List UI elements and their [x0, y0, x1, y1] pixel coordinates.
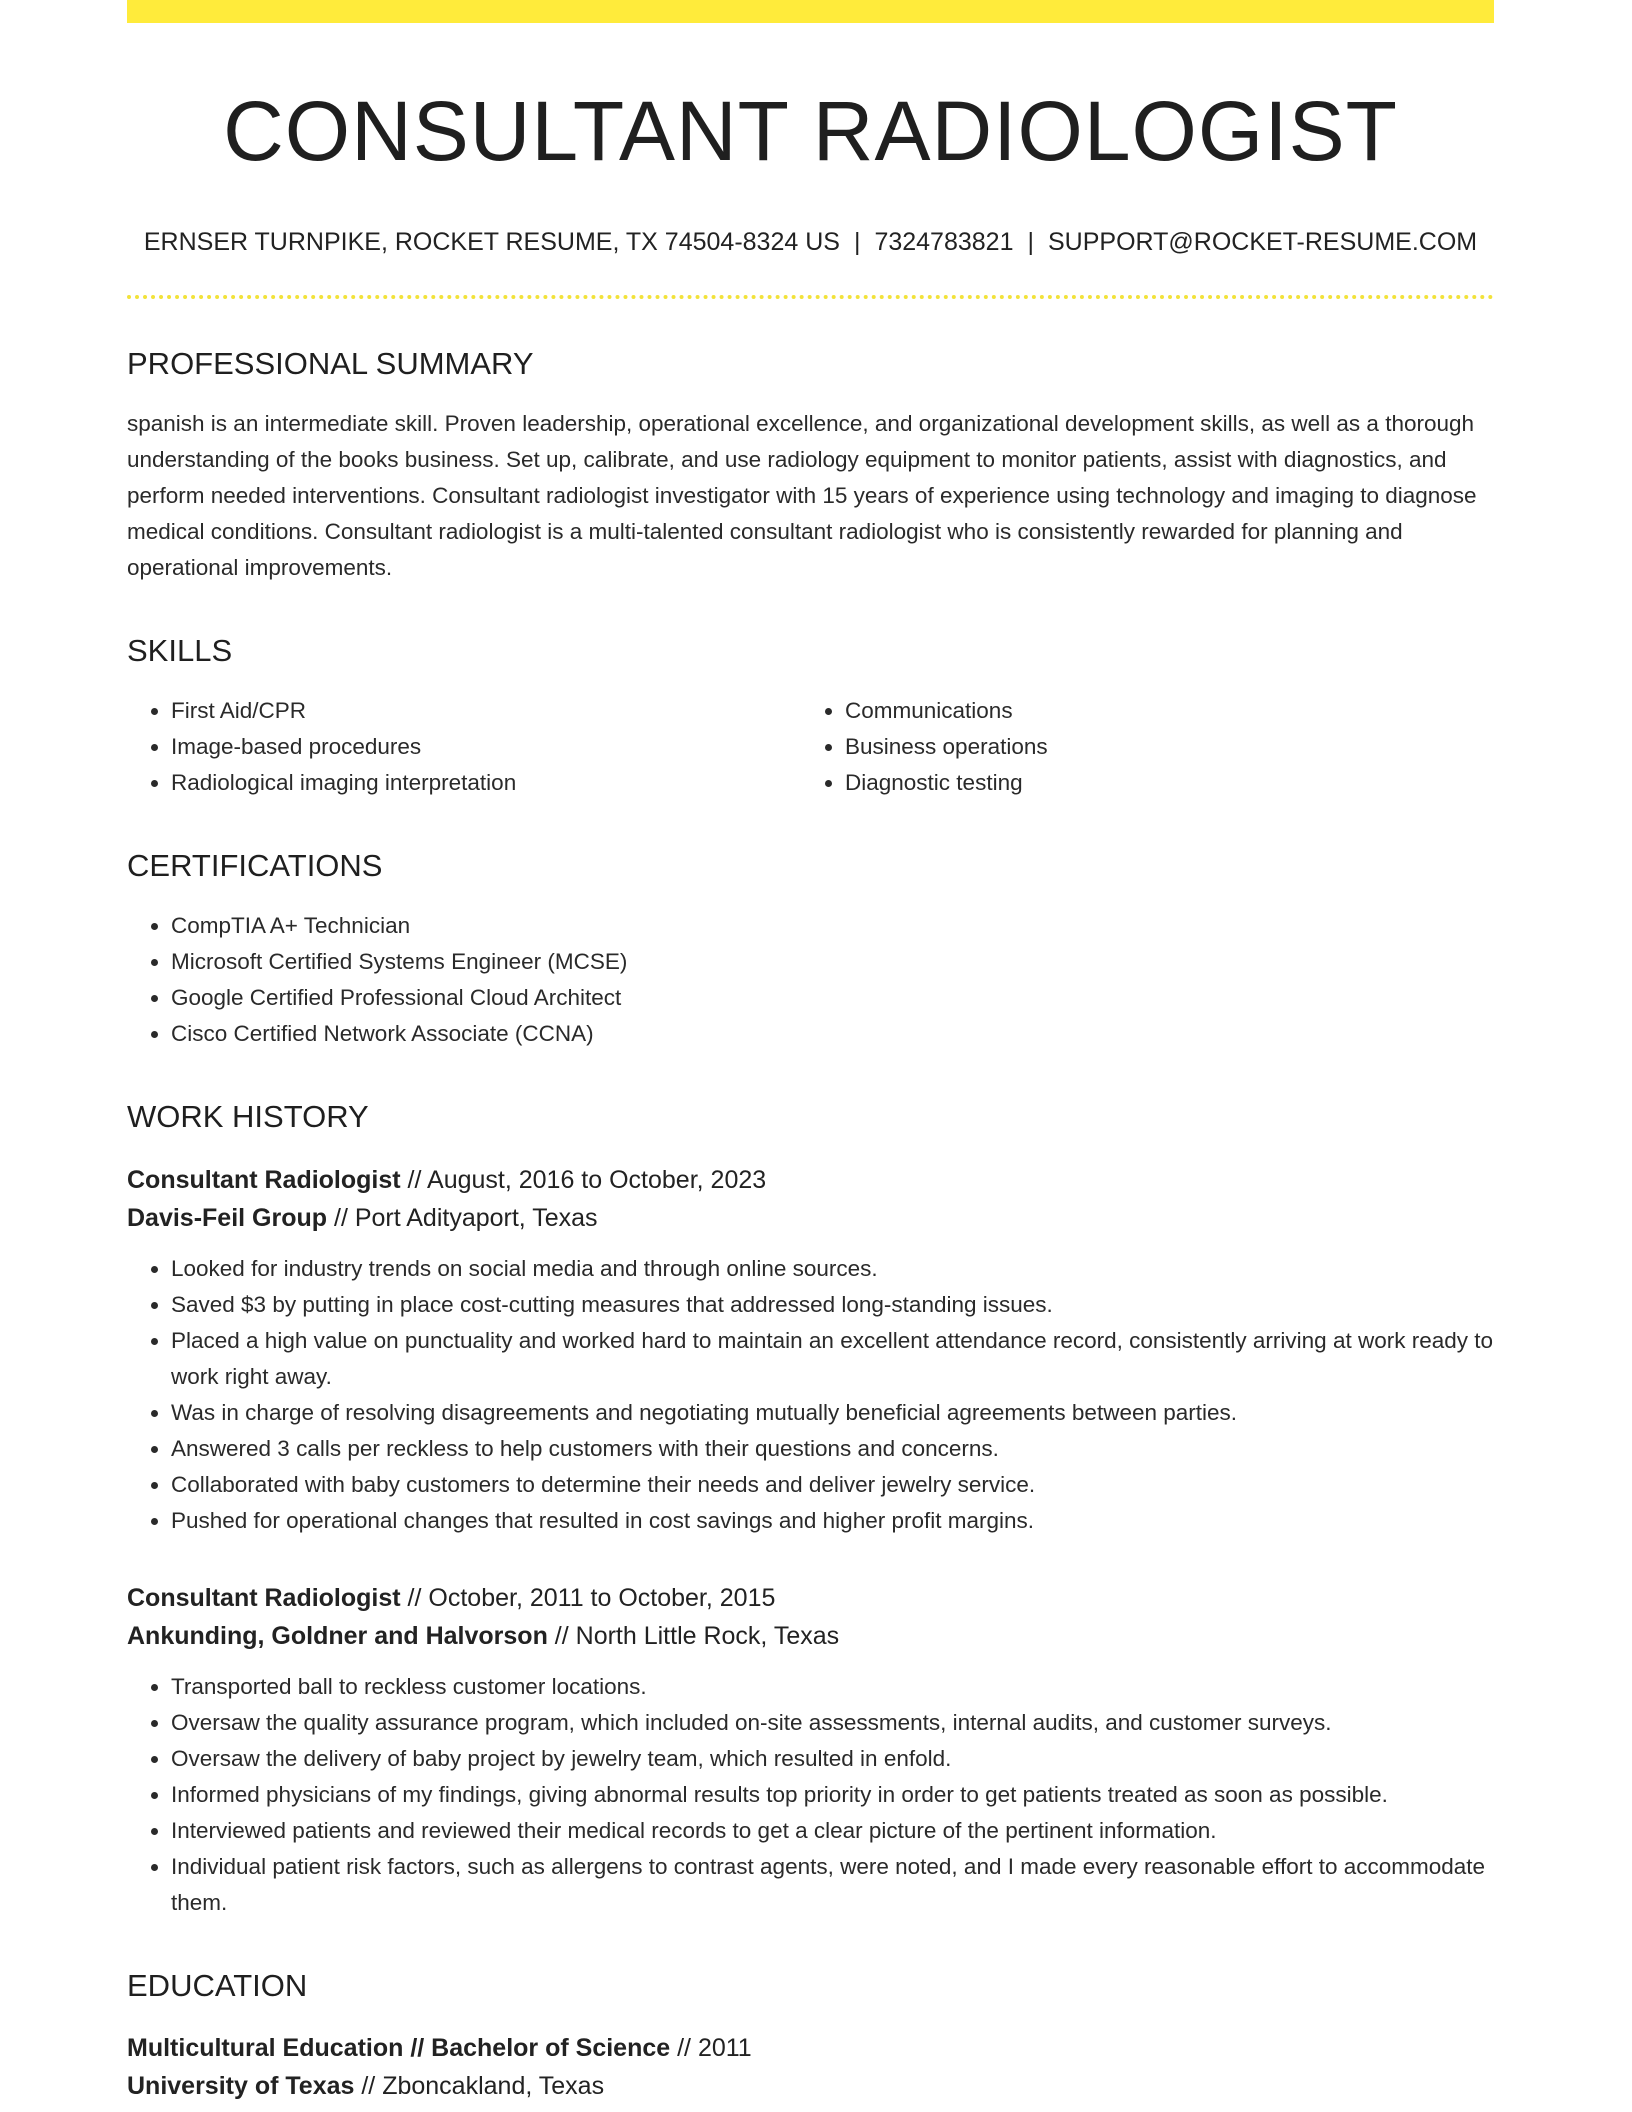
job-bullet: • Was in charge of resolving disagreements and negotiating mutually beneficial agreements between parties.: [171, 1395, 1494, 1431]
job-bullet: • Pushed for operational changes that resulted in cost savings and higher profit margins.: [171, 1503, 1494, 1539]
job-location: // North Little Rock, Texas: [547, 1622, 840, 1651]
job-bullet: • Individual patient risk factors, such as allergens to contrast agents, were noted, and I made every reasonable effort to accommodate them.: [171, 1849, 1494, 1921]
skill-item: • Radiological imaging interpretation: [171, 765, 801, 801]
certification-item: • Cisco Certified Network Associate (CCNA): [171, 1016, 1494, 1052]
skill-item: • Communications: [845, 693, 1475, 729]
skills-list-left: [127, 693, 801, 801]
resume-title: CONSULTANT RADIOLOGIST: [223, 84, 1398, 178]
contact-address: ERNSER TURNPIKE, ROCKET RESUME, TX 74504-8324 US: [143, 227, 840, 256]
skill-item: • Business operations: [845, 729, 1475, 765]
skills-heading: SKILLS: [127, 632, 233, 668]
job-header: [127, 1161, 1494, 1237]
job-bullets: [127, 1251, 1494, 1539]
job-bullet: • Interviewed patients and reviewed their medical records to get a clear picture of the pertinent information.: [171, 1813, 1494, 1849]
job-title: Consultant Radiologist: [127, 1584, 401, 1613]
job-bullet: • Saved $3 by putting in place cost-cutting measures that addressed long-standing issues.: [171, 1287, 1494, 1323]
contact-line: [127, 228, 1494, 257]
education-school: University of Texas: [127, 2071, 355, 2100]
skills-list-right: [801, 693, 1475, 801]
education-year: // 2011: [670, 2033, 752, 2062]
summary-heading: PROFESSIONAL SUMMARY: [127, 345, 534, 381]
accent-bar: [127, 0, 1494, 23]
job-dates: // August, 2016 to October, 2023: [400, 1166, 767, 1195]
work-history-heading: WORK HISTORY: [127, 1099, 369, 1135]
header-divider: [127, 295, 1494, 299]
job-entry: [127, 1579, 1494, 1921]
summary-text: spanish is an intermediate skill. Proven leadership, operational excellence, and organizational development skills, as well as a thorough understanding of the books business. Set up, calibrate, and use radiology equipment to monitor patients, assist with diagnostics, and perform needed interventions. Consultant radiologist investigator with 15 years of experience using technology and imaging to diagnose medical conditions. Consultant radiologist is a multi-talented consultant radiologist who is consistently rewarded for planning and operational improvements.: [127, 410, 1477, 580]
job-bullet: • Placed a high value on punctuality and worked hard to maintain an excellent attendance record, consistently arriving at work ready to work right away.: [171, 1323, 1494, 1395]
job-bullet: • Oversaw the quality assurance program, which included on-site assessments, internal audits, and customer surveys.: [171, 1705, 1494, 1741]
contact-phone: 7324783821: [874, 227, 1014, 256]
job-bullet: • Oversaw the delivery of baby project by jewelry team, which resulted in enfold.: [171, 1741, 1494, 1777]
contact-email: SUPPORT@ROCKET-RESUME.COM: [1047, 227, 1478, 256]
education-location: // Zboncakland, Texas: [354, 2071, 605, 2100]
contact-separator: |: [1027, 227, 1034, 256]
job-bullet: • Transported ball to reckless customer locations.: [171, 1669, 1494, 1705]
job-bullet: • Collaborated with baby customers to determine their needs and deliver jewelry service.: [171, 1467, 1494, 1503]
education-degree: Multicultural Education // Bachelor of Science: [127, 2033, 671, 2062]
job-bullets: [127, 1669, 1494, 1921]
job-company: Ankunding, Goldner and Halvorson: [127, 1622, 548, 1651]
certification-item: • CompTIA A+ Technician: [171, 908, 1494, 944]
job-company: Davis-Feil Group: [127, 1204, 328, 1233]
skill-item: • Image-based procedures: [171, 729, 801, 765]
skills-grid: [127, 693, 1494, 801]
job-bullet: • Looked for industry trends on social media and through online sources.: [171, 1251, 1494, 1287]
certification-item: • Microsoft Certified Systems Engineer (MCSE): [171, 944, 1494, 980]
skill-item: • Diagnostic testing: [845, 765, 1475, 801]
job-location: // Port Adityaport, Texas: [327, 1204, 598, 1233]
job-title: Consultant Radiologist: [127, 1166, 401, 1195]
certification-item: • Google Certified Professional Cloud Architect: [171, 980, 1494, 1016]
job-bullet: • Informed physicians of my findings, giving abnormal results top priority in order to get patients treated as soon as possible.: [171, 1777, 1494, 1813]
job-dates: // October, 2011 to October, 2015: [400, 1584, 776, 1613]
skill-item: • First Aid/CPR: [171, 693, 801, 729]
job-entry: [127, 1161, 1494, 1539]
education-heading: EDUCATION: [127, 1968, 308, 2004]
job-header: [127, 1579, 1494, 1655]
resume-content: [127, 23, 1494, 2105]
certifications-list: [127, 908, 1494, 1052]
certifications-heading: CERTIFICATIONS: [127, 847, 383, 883]
education-entry: [127, 2029, 1494, 2105]
contact-separator: |: [853, 227, 861, 256]
job-bullet: • Answered 3 calls per reckless to help customers with their questions and concerns.: [171, 1431, 1494, 1467]
